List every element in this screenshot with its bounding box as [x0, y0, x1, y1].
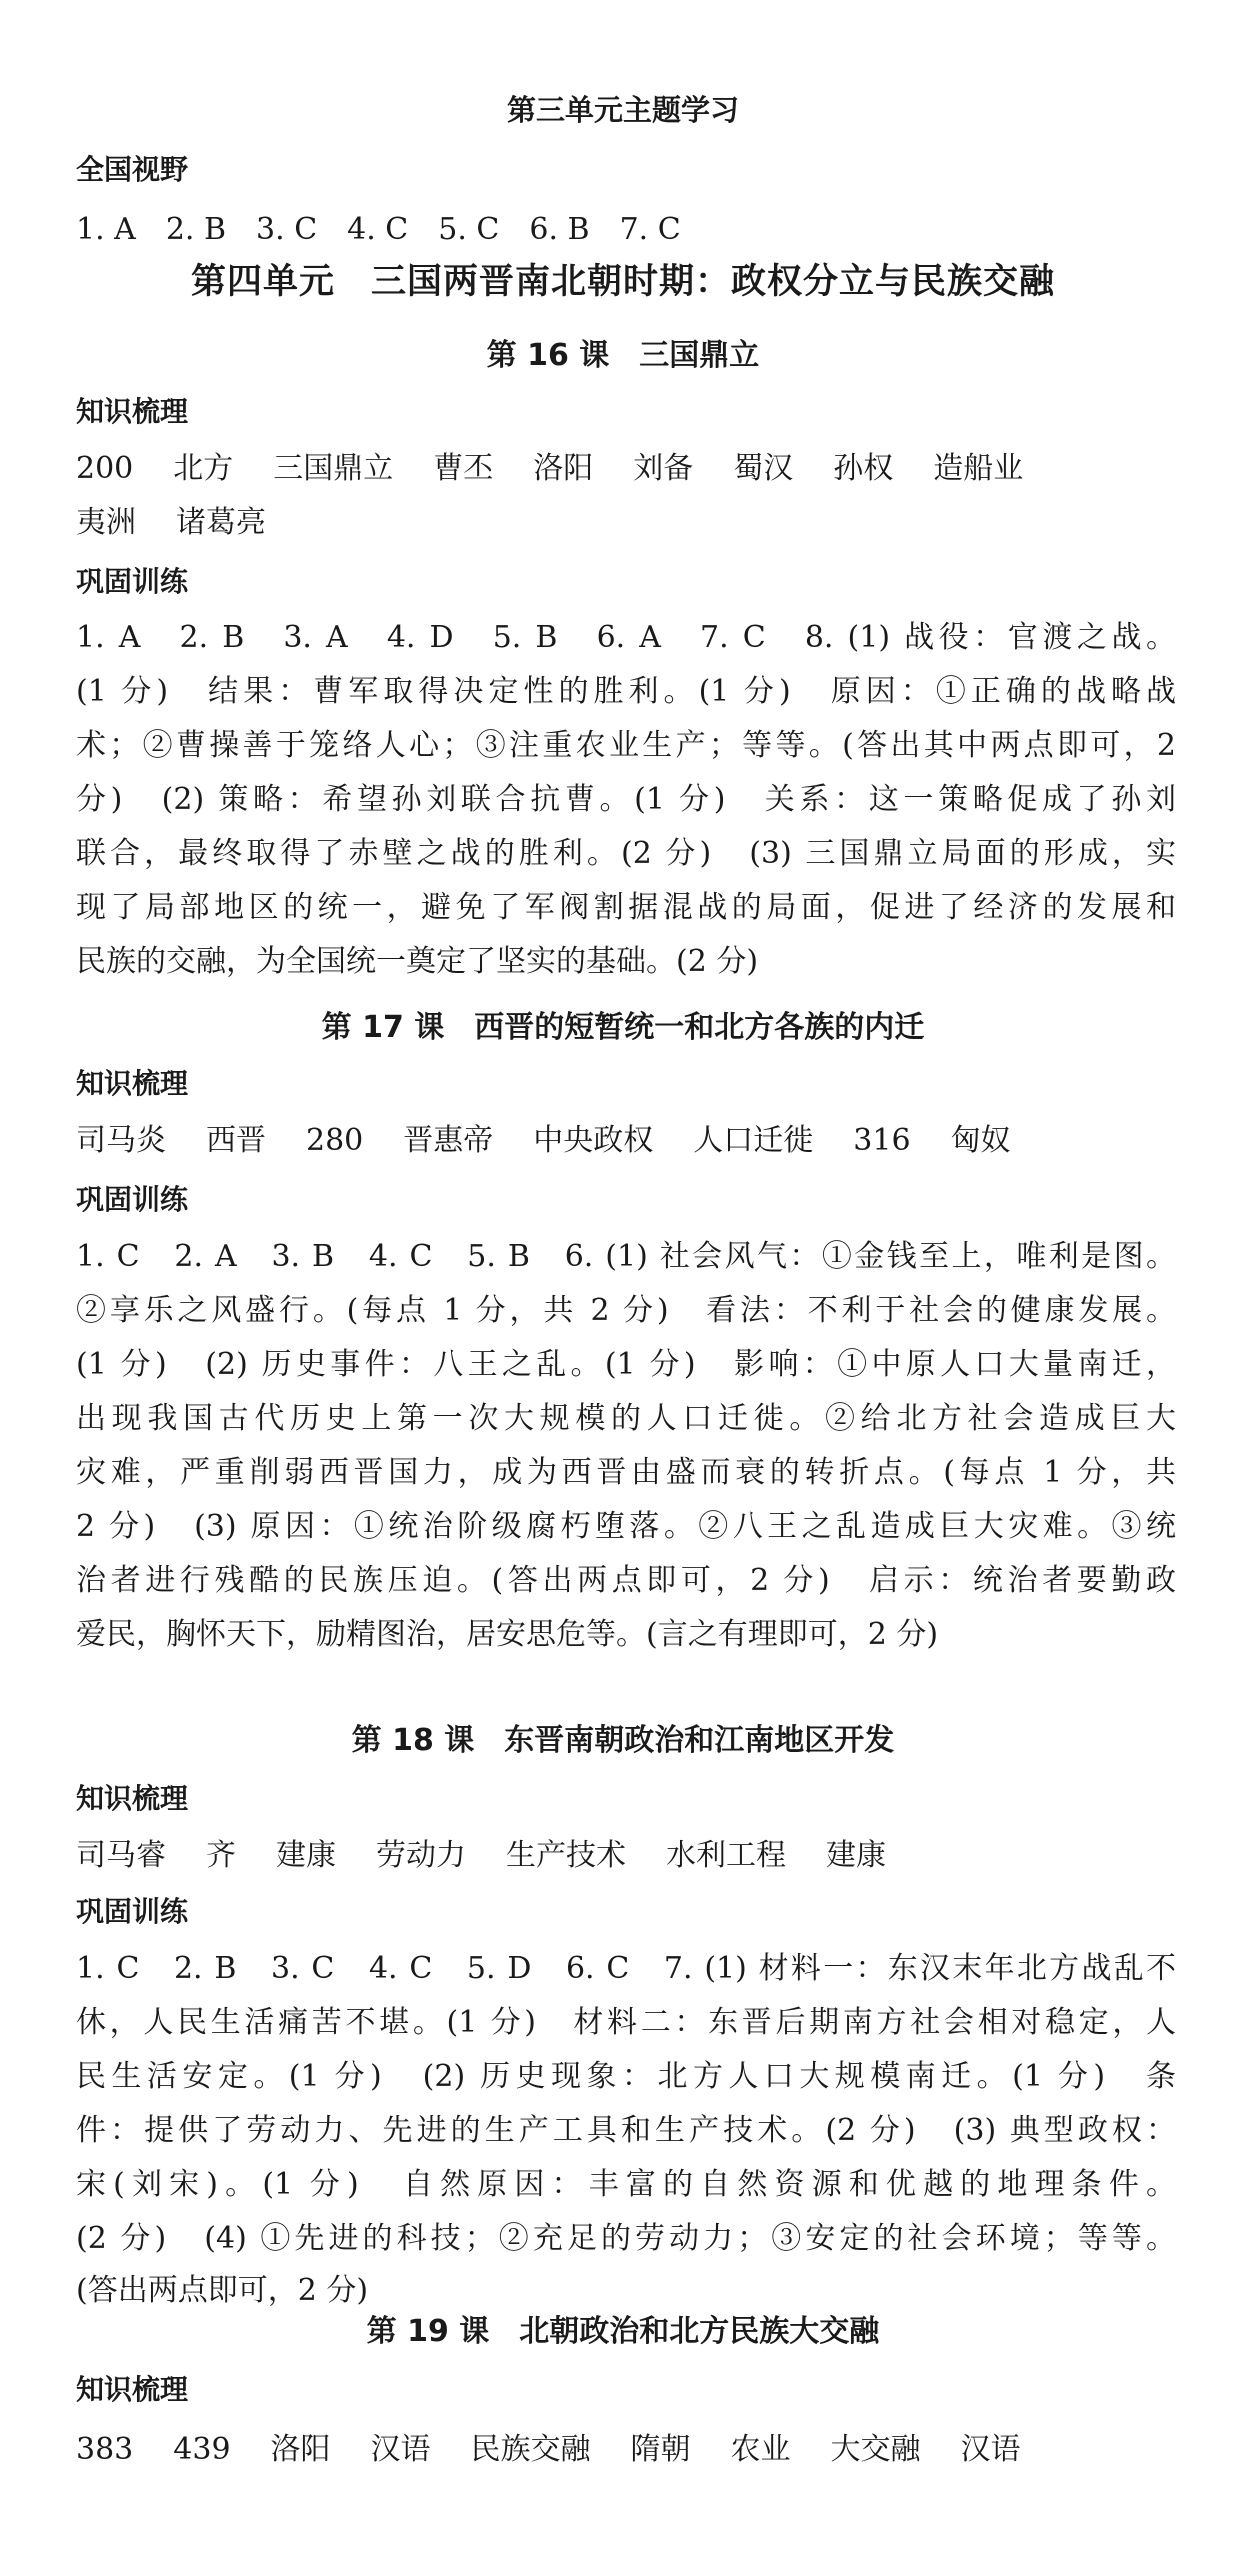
knowledge-item: 孙权 — [833, 451, 894, 486]
knowledge-item: 晋惠帝 — [403, 1123, 494, 1158]
knowledge-item: 汉语 — [370, 2432, 431, 2467]
knowledge-item: 洛阳 — [533, 451, 594, 486]
knowledge-item: 439 — [173, 2432, 231, 2467]
lesson19-title: 第 19 课 北朝政治和北方民族大交融 — [366, 2314, 880, 2349]
lesson17-title: 第 17 课 西晋的短暂统一和北方各族的内迁 — [321, 1010, 925, 1045]
knowledge-item: 建康 — [276, 1838, 336, 1873]
lesson16-practice-line: (1 分) 结果：曹军取得决定性的胜利。(1 分) 原因：①正确的战略战 — [76, 674, 1176, 709]
knowledge-item: 司马睿 — [76, 1838, 166, 1873]
knowledge-item: 匈奴 — [950, 1123, 1011, 1158]
lesson18-practice-line: 宋(刘宋)。(1 分) 自然原因：丰富的自然资源和优越的地理条件。 — [76, 2167, 1176, 2202]
knowledge-item: 刘备 — [633, 451, 694, 486]
lesson17-practice-label: 巩固训练 — [76, 1183, 189, 1216]
lesson16-practice-line: 1. A 2. B 3. A 4. D 5. B 6. A 7. C 8. (1) 战役：官渡之战。 — [76, 620, 1176, 655]
knowledge-item: 316 — [853, 1123, 911, 1158]
knowledge-item: 齐 — [206, 1838, 236, 1873]
lesson18-knowledge-row — [76, 1830, 926, 1874]
lesson16-title: 第 16 课 三国鼎立 — [486, 338, 760, 373]
lesson16-knowledge-row-2 — [76, 497, 306, 541]
lesson16-practice-line: 联合，最终取得了赤壁之战的胜利。(2 分) (3) 三国鼎立局面的形成，实 — [76, 836, 1176, 871]
lesson17-practice-line: ②享乐之风盛行。(每点 1 分，共 2 分) 看法：不利于社会的健康发展。 — [76, 1293, 1176, 1328]
lesson18-practice-line: 件：提供了劳动力、先进的生产工具和生产技术。(2 分) (3) 典型政权： — [76, 2113, 1176, 2148]
lesson16-practice-line: 术；②曹操善于笼络人心；③注重农业生产；等等。(答出其中两点即可，2 — [76, 728, 1176, 763]
knowledge-item: 生产技术 — [506, 1838, 626, 1873]
knowledge-item: 夷洲 — [76, 505, 136, 540]
unit4-title: 第四单元 三国两晋南北朝时期：政权分立与民族交融 — [190, 262, 1055, 302]
lesson18-knowledge-label: 知识梳理 — [76, 1782, 189, 1815]
lesson16-practice-label: 巩固训练 — [76, 565, 189, 598]
unit3-section-label: 全国视野 — [76, 153, 189, 186]
knowledge-item: 建康 — [826, 1838, 886, 1873]
knowledge-item: 汉语 — [960, 2432, 1021, 2467]
lesson17-practice-line: 2 分) (3) 原因：①统治阶级腐朽堕落。②八王之乱造成巨大灾难。③统 — [76, 1509, 1176, 1544]
lesson17-practice-line: 爱民，胸怀天下，励精图治，居安思危等。(言之有理即可，2 分) — [76, 1617, 939, 1652]
knowledge-item: 中央政权 — [533, 1123, 654, 1158]
lesson16-practice-line: 民族的交融，为全国统一奠定了坚实的基础。(2 分) — [76, 944, 759, 979]
lesson18-practice-line: 1. C 2. B 3. C 4. C 5. D 6. C 7. (1) 材料一：东汉末年北方战乱不 — [76, 1951, 1176, 1986]
knowledge-item: 诸葛亮 — [176, 505, 266, 540]
lesson16-knowledge-row-1 — [76, 443, 1063, 487]
knowledge-item: 民族交融 — [470, 2432, 591, 2467]
lesson18-practice-label: 巩固训练 — [76, 1895, 189, 1928]
knowledge-item: 蜀汉 — [733, 451, 794, 486]
lesson17-practice-line: 灾难，严重削弱西晋国力，成为西晋由盛而衰的转折点。(每点 1 分，共 — [76, 1455, 1176, 1490]
knowledge-item: 隋朝 — [630, 2432, 691, 2467]
knowledge-item: 曹丕 — [433, 451, 494, 486]
lesson17-knowledge-row — [76, 1115, 1051, 1159]
knowledge-item: 农业 — [730, 2432, 791, 2467]
knowledge-item: 200 — [76, 451, 134, 486]
knowledge-item: 383 — [76, 2432, 134, 2467]
lesson16-practice-line: 分) (2) 策略：希望孙刘联合抗曹。(1 分) 关系：这一策略促成了孙刘 — [76, 782, 1176, 817]
lesson18-practice-line: 休，人民生活痛苦不堪。(1 分) 材料二：东晋后期南方社会相对稳定，人 — [76, 2005, 1176, 2040]
knowledge-item: 司马炎 — [76, 1123, 166, 1158]
knowledge-item: 劳动力 — [376, 1838, 466, 1873]
unit3-answers: 1. A 2. B 3. C 4. C 5. C 6. B 7. C — [76, 212, 681, 247]
knowledge-item: 造船业 — [933, 451, 1024, 486]
knowledge-item: 三国鼎立 — [273, 451, 394, 486]
knowledge-item: 大交融 — [830, 2432, 921, 2467]
lesson17-knowledge-label: 知识梳理 — [76, 1067, 189, 1100]
knowledge-item: 水利工程 — [666, 1838, 786, 1873]
lesson18-practice-line: (2 分) (4) ①先进的科技；②充足的劳动力；③安定的社会环境；等等。 — [76, 2221, 1176, 2256]
knowledge-item: 280 — [306, 1123, 364, 1158]
lesson19-knowledge-row — [76, 2424, 1061, 2468]
lesson16-knowledge-label: 知识梳理 — [76, 395, 189, 428]
knowledge-item: 西晋 — [206, 1123, 266, 1158]
knowledge-item: 人口迁徙 — [693, 1123, 814, 1158]
lesson18-title: 第 18 课 东晋南朝政治和江南地区开发 — [351, 1723, 895, 1758]
lesson17-practice-line: 治者进行残酷的民族压迫。(答出两点即可，2 分) 启示：统治者要勤政 — [76, 1563, 1176, 1598]
lesson17-practice-line: (1 分) (2) 历史事件：八王之乱。(1 分) 影响：①中原人口大量南迁， — [76, 1347, 1176, 1382]
unit3-title: 第三单元主题学习 — [506, 93, 739, 127]
lesson18-practice-line: (答出两点即可，2 分) — [76, 2273, 369, 2308]
lesson17-practice-line: 出现我国古代历史上第一次大规模的人口迁徙。②给北方社会造成巨大 — [76, 1401, 1176, 1436]
knowledge-item: 北方 — [173, 451, 234, 486]
knowledge-item: 洛阳 — [270, 2432, 331, 2467]
lesson16-practice-line: 现了局部地区的统一，避免了军阀割据混战的局面，促进了经济的发展和 — [76, 890, 1176, 925]
lesson17-practice-line: 1. C 2. A 3. B 4. C 5. B 6. (1) 社会风气：①金钱至上，唯利是图。 — [76, 1239, 1176, 1274]
lesson18-practice-line: 民生活安定。(1 分) (2) 历史现象：北方人口大规模南迁。(1 分) 条 — [76, 2059, 1176, 2094]
lesson19-knowledge-label: 知识梳理 — [76, 2373, 189, 2406]
